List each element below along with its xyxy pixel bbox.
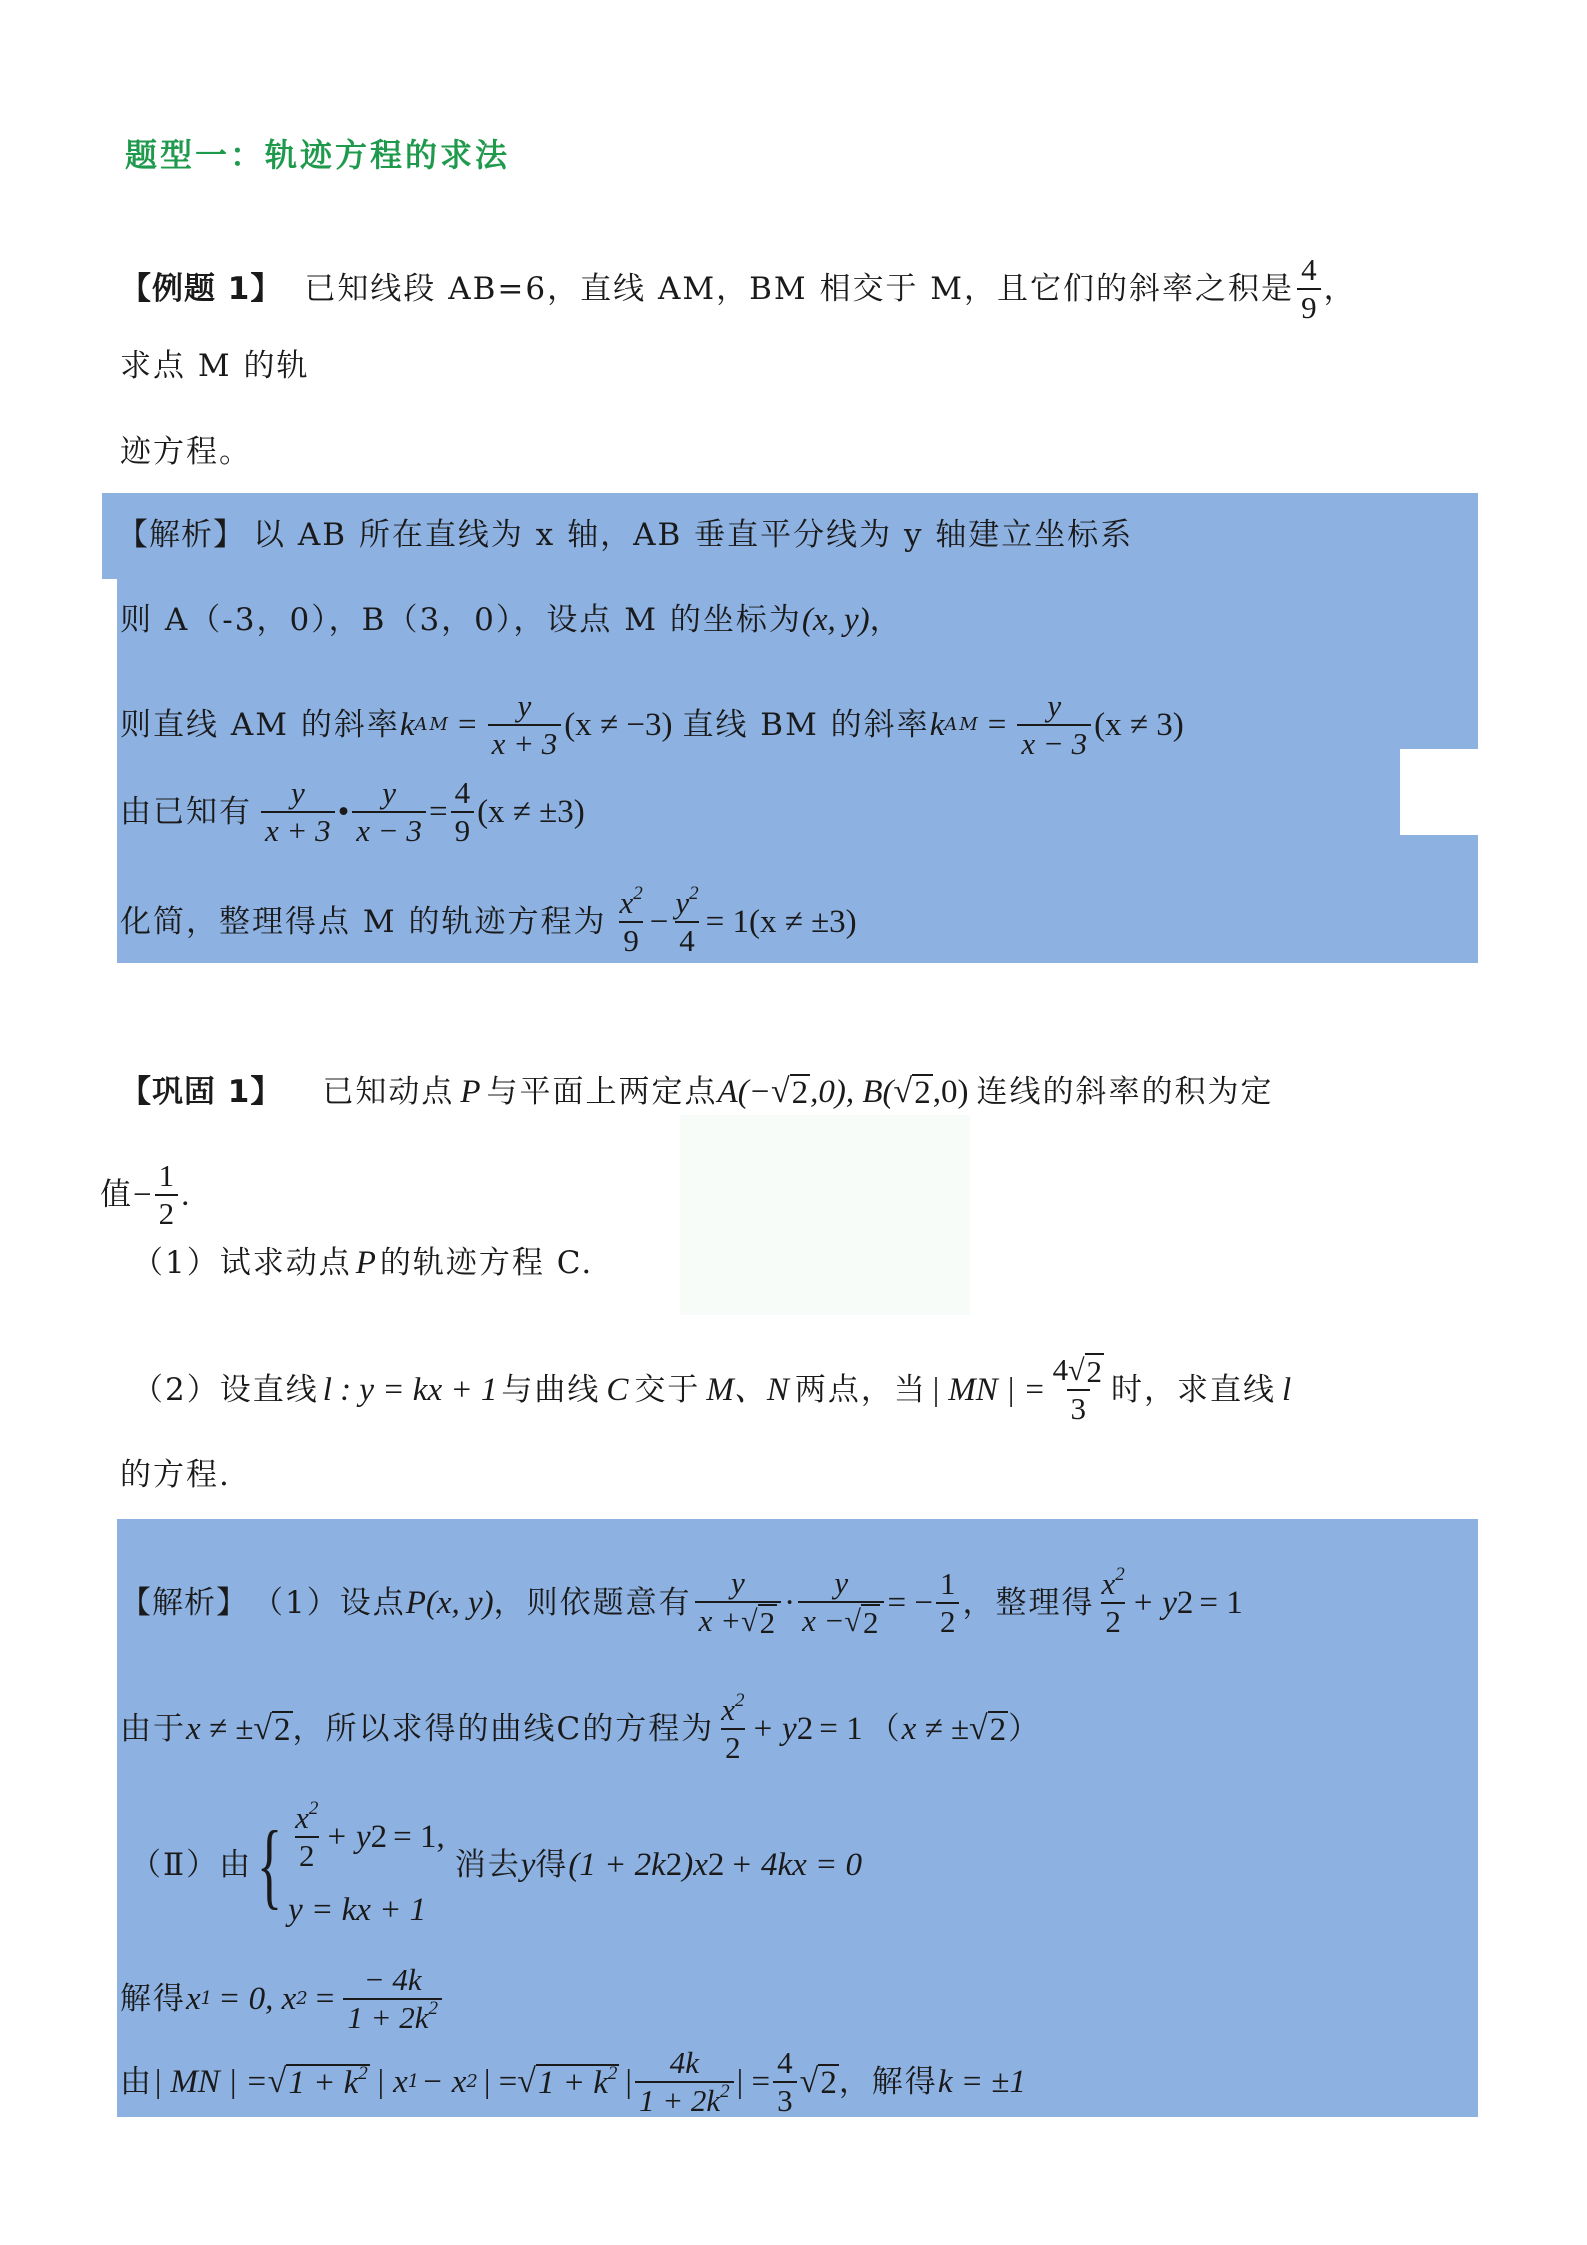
sqrt: √ 2 <box>893 1073 931 1111</box>
fraction: $\frac{4}{9}$ <box>1297 252 1321 326</box>
fraction: $\frac{1}{2}$ <box>936 1566 960 1640</box>
practice1-question2: （2）设直线 l : y = kx + 1 与曲线 C 交于 M、N 两点，当 | MN | = 4 √ 2 3 时，求直线 l <box>132 1352 1292 1426</box>
sqrt: √ 2 <box>770 1073 809 1111</box>
sqrt: √ 2 <box>1068 1354 1103 1389</box>
fraction: $\frac{x^2}{9}$ <box>619 883 643 958</box>
solution2-line1: 【解析】 （1）设点 P(x, y) ，则依题意有 y x + √ 2 · y x − √ 2 = − $\frac{1}{2}$ ，整理得 $\frac{x^2}{2}$ + y 2 = 1 <box>120 1563 1243 1640</box>
fraction: $\frac{4}{3}$ <box>773 2045 797 2119</box>
fraction: $\frac{x^2}{2}$ <box>295 1798 319 1873</box>
example1-line3: 迹方程。 <box>120 434 252 470</box>
fraction: $\frac{1}{2}$ <box>155 1158 179 1232</box>
fraction: $\frac{x^2}{2}$ <box>721 1690 745 1765</box>
fraction: $\frac{y}{x + 3}$ <box>261 775 335 849</box>
sqrt: √ 2 <box>799 2063 837 2101</box>
fraction: $\frac{x^2}{2}$ <box>1101 1563 1125 1639</box>
practice1-line-end: 的方程. <box>120 1457 231 1493</box>
solution2-line5: 由 | MN | = √ $1 + k^2$ | x 1 − x 2 | = √ $1 + k^2$ | $\frac{4k}{1 + 2k^2}$ | = $\frac{4}{3}$ √ 2 ，解得 k = ±1 <box>120 2045 1026 2118</box>
practice1-tag: 【巩固 1】 <box>120 1074 283 1110</box>
solution2-tag: 【解析】 <box>120 1584 248 1621</box>
solution1-line5: 化简，整理得点 M 的轨迹方程为 $\frac{x^2}{9}$ − $\frac{y^2}{4}$ = 1(x ≠ ±3) <box>120 883 857 958</box>
fraction: $\frac{y}{x - 3}$ <box>1017 688 1091 762</box>
fraction: $\frac{- 4k}{1 + 2k^2}$ <box>343 1962 442 2036</box>
sqrt: √ $1 + k^2$ <box>517 2063 618 2101</box>
example1-text: 已知线段 AB=6，直线 AM，BM 相交于 M，且它们的斜率之积是 <box>304 271 1295 307</box>
fraction: $\frac{y}{x + 3}$ <box>488 688 562 762</box>
sqrt: √ 2 <box>741 1605 776 1640</box>
solution1-line2: 则 A（-3，0），B（3，0），设点 M 的坐标为 (x, y) ， <box>120 602 903 638</box>
practice1-question1: （1）试求动点 P 的轨迹方程 C. <box>132 1245 594 1281</box>
fraction: 4 √ 2 3 <box>1052 1352 1103 1426</box>
left-brace: { <box>256 1811 284 1918</box>
scan-artifact <box>680 1115 970 1315</box>
equation-system: $\frac{x^2}{2}$ + y 2 = 1, y = kx + 1 <box>288 1798 445 1928</box>
fraction: y x + √ 2 <box>695 1565 781 1640</box>
solution2-line3: （Ⅱ）由 { $\frac{x^2}{2}$ + y 2 = 1, y = kx + 1 消去 y 得 (1 + 2k 2 )x 2 + 4kx = 0 <box>130 1798 863 1928</box>
sqrt: √ 2 <box>968 1710 1007 1748</box>
fraction: y x − √ 2 <box>798 1565 884 1640</box>
sqrt: √ 2 <box>253 1710 291 1748</box>
fraction: $\frac{y}{x - 3}$ <box>352 775 426 849</box>
practice1-line1: 【巩固 1】 已知动点 P 与平面上两定点 A(− √ 2 ,0), B( √ 2 ,0) 连线的斜率的积为定 <box>120 1073 1274 1111</box>
sqrt: √ 2 <box>844 1605 879 1640</box>
solution2-line4: 解得 x 1 = 0, x 2 = $\frac{- 4k}{1 + 2k^2}$ <box>120 1962 445 2036</box>
section-title: 题型一：轨迹方程的求法 <box>125 136 511 174</box>
example1-tag: 【例题 1】 <box>120 271 283 307</box>
sqrt: √ $1 + k^2$ <box>267 2063 368 2101</box>
example1-line1: 【例题 1】 已知线段 AB=6，直线 AM，BM 相交于 M，且它们的斜率之积是 $\frac{4}{9}$ ， <box>120 252 1357 325</box>
fraction: $\frac{4k}{1 + 2k^2}$ <box>635 2045 734 2119</box>
example1-line2: 求点 M 的轨 <box>120 348 310 384</box>
solution1-line4: 由已知有 $\frac{y}{x + 3}$ • $\frac{y}{x - 3}$ = $\frac{4}{9}$ (x ≠ ±3) <box>120 775 585 848</box>
solution1-line3: 则直线 AM 的斜率 k AM = $\frac{y}{x + 3}$ (x ≠ −3) 直线 BM 的斜率 k AM = $\frac{y}{x - 3}$ (x ≠ 3) <box>120 688 1184 761</box>
solution1-line1: 【解析】 以 AB 所在直线为 x 轴，AB 垂直平分线为 y 轴建立坐标系 <box>117 517 1134 553</box>
fraction: $\frac{y^2}{4}$ <box>675 883 699 958</box>
practice1-line2: 值 − $\frac{1}{2}$ . <box>100 1158 190 1231</box>
solution2-line2: 由于 x ≠ ± √ 2 ，所以求得的曲线C的方程为 $\frac{x^2}{2}$ + y 2 = 1 （ x ≠ ± √ 2 ） <box>120 1690 1042 1765</box>
solution1-tag: 【解析】 <box>117 517 245 553</box>
fraction: $\frac{4}{9}$ <box>451 775 475 849</box>
